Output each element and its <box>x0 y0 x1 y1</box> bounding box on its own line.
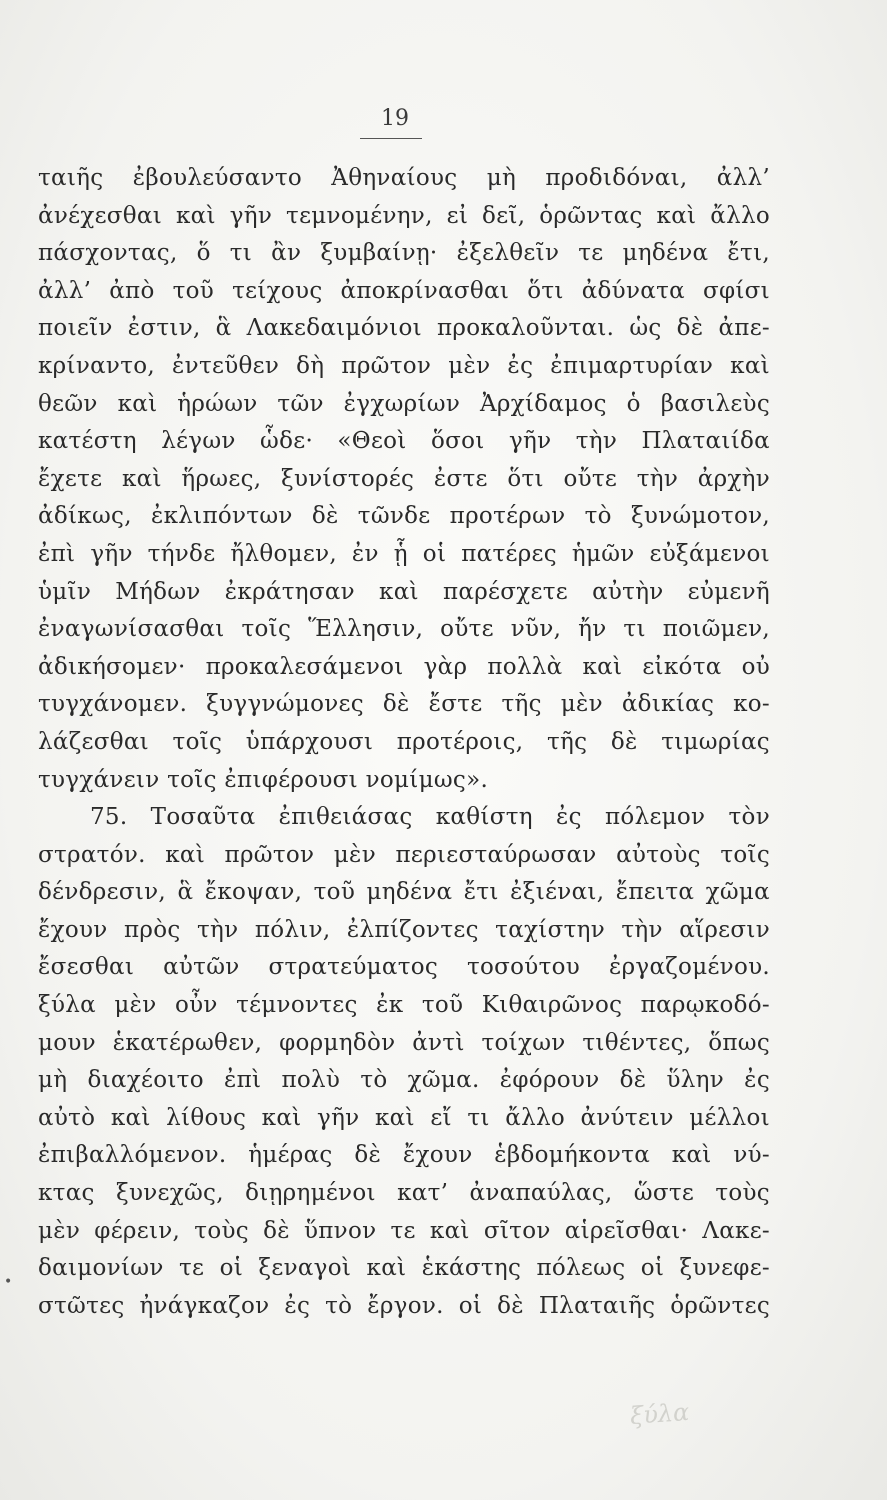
margin-mark: • <box>4 1274 13 1290</box>
text-line: ἔχουν πρὸς τὴν πόλιν, ἐλπίζοντες ταχίστην τὴν αἵρεσιν <box>38 916 770 943</box>
text-line: ἐπὶ γῆν τήνδε ἤλθομεν, ἐν ᾗ οἱ πατέρες ἡμῶν εὐξάμενοι <box>38 540 770 567</box>
text-line: τυγχάνειν τοῖς ἐπιφέρουσι νομίμως». <box>38 766 489 793</box>
text-line: κατέστη λέγων ὧδε· «Θεοὶ ὅσοι γῆν τὴν Πλαταιίδα <box>38 428 770 455</box>
section-start-line: 75. Τοσαῦτα ἐπιθειάσας καθίστη ἐς πόλεμον τὸν <box>90 804 770 831</box>
text-line: λάζεσθαι τοῖς ὑπάρχουσι προτέροις, τῆς δὲ τιμωρίας <box>38 728 770 755</box>
text-line: μὲν φέρειν, τοὺς δὲ ὕπνον τε καὶ σῖτον αἱρεῖσθαι· Λακε- <box>38 1217 770 1244</box>
text-line: στρατόν. καὶ πρῶτον μὲν περιεσταύρωσαν αὐτοὺς τοῖς <box>38 841 770 868</box>
text-line: ταιῆς ἐβουλεύσαντο Ἀθηναίους μὴ προδιδόναι, ἀλλ’ <box>38 165 770 191</box>
text-line: στῶτες ἠνάγκαζον ἐς τὸ ἔργον. οἱ δὲ Πλαταιῆς ὁρῶντες <box>38 1292 770 1319</box>
text-line: ἔχετε καὶ ἥρωες, ξυνίστορές ἐστε ὅτι οὔτε τὴν ἀρχὴν <box>38 465 770 492</box>
text-line: ἀλλ’ ἀπὸ τοῦ τείχους ἀποκρίνασθαι ὅτι ἀδύνατα σφίσι <box>38 277 770 304</box>
text-line: κτας ξυνεχῶς, διῃρημένοι κατ’ ἀναπαύλας, ὥστε τοὺς <box>38 1180 770 1207</box>
text-line: τυγχάνομεν. ξυγγνώμονες δὲ ἔστε τῆς μὲν ἀδικίας κο- <box>38 691 770 718</box>
text-line: θεῶν καὶ ἡρώων τῶν ἐγχωρίων Ἀρχίδαμος ὁ βασιλεὺς <box>38 390 770 417</box>
text-line: μὴ διαχέοιτο ἐπὶ πολὺ τὸ χῶμα. ἐφόρουν δὲ ὕλην ἐς <box>38 1067 770 1094</box>
page-number: 19 <box>381 106 409 131</box>
text-line: ἀνέχεσθαι καὶ γῆν τεμνομένην, εἰ δεῖ, ὁρῶντας καὶ ἄλλο <box>38 202 770 229</box>
text-line: ξύλα μὲν οὖν τέμνοντες ἐκ τοῦ Κιθαιρῶνος παρῳκοδό- <box>38 992 770 1019</box>
text-body <box>38 160 770 1325</box>
text-line: ὑμῖν Μήδων ἐκράτησαν καὶ παρέσχετε αὐτὴν εὐμενῆ <box>38 578 770 605</box>
text-line: ἐπιβαλλόμενον. ἡμέρας δὲ ἔχουν ἑβδομήκοντα καὶ νύ- <box>38 1142 770 1169</box>
text-line: δαιμονίων τε οἱ ξεναγοὶ καὶ ἑκάστης πόλεως οἱ ξυνεφε- <box>38 1255 770 1282</box>
pencil-annotation: ξύλα <box>629 1397 691 1431</box>
text-line: δένδρεσιν, ἃ ἔκοψαν, τοῦ μηδένα ἔτι ἐξιέναι, ἔπειτα χῶμα <box>38 879 770 906</box>
text-line: ἀδικήσομεν· προκαλεσάμενοι γὰρ πολλὰ καὶ εἰκότα οὐ <box>38 653 770 680</box>
text-line: ἀδίκως, ἐκλιπόντων δὲ τῶνδε προτέρων τὸ ξυνώμοτον, <box>38 503 770 530</box>
text-line: πάσχοντας, ὅ τι ἂν ξυμβαίνῃ· ἐξελθεῖν τε μηδένα ἔτι, <box>38 240 770 267</box>
text-line: ἐναγωνίσασθαι τοῖς Ἕλλησιν, οὔτε νῦν, ἤν τι ποιῶμεν, <box>38 616 770 643</box>
page-number-rule <box>360 138 422 139</box>
text-line: αὐτὸ καὶ λίθους καὶ γῆν καὶ εἴ τι ἄλλο ἀνύτειν μέλλοι <box>38 1104 770 1131</box>
text-line: ἔσεσθαι αὐτῶν στρατεύματος τοσούτου ἐργαζομένου. <box>38 954 770 981</box>
text-line: μουν ἑκατέρωθεν, φορμηδὸν ἀντὶ τοίχων τιθέντες, ὅπως <box>38 1029 770 1056</box>
text-line: ποιεῖν ἐστιν, ἃ Λακεδαιμόνιοι προκαλοῦνται. ὡς δὲ ἀπε- <box>38 315 770 342</box>
text-line: κρίναντο, ἐντεῦθεν δὴ πρῶτον μὲν ἐς ἐπιμαρτυρίαν καὶ <box>38 352 770 379</box>
